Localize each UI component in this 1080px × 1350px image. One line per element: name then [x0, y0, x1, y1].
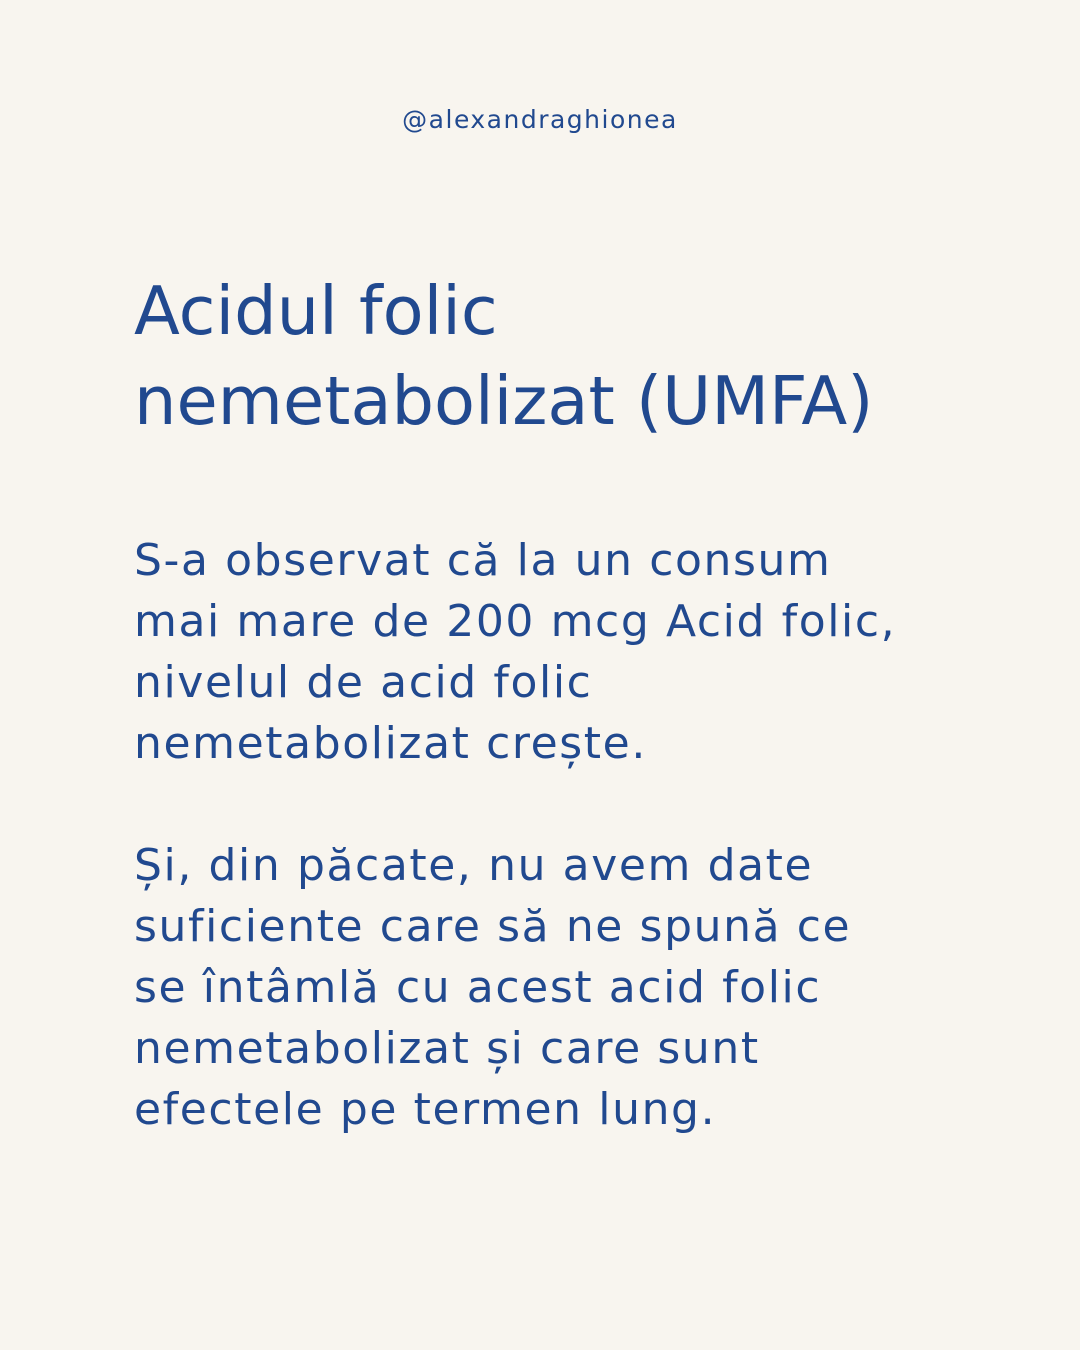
paragraph-2	[134, 835, 1014, 1140]
paragraph-line: mai mare de 200 mcg Acid folic,	[134, 596, 897, 647]
paragraph-line: nemetabolizat crește.	[134, 718, 647, 769]
paragraph-line: S-a observat că la un consum	[134, 535, 832, 586]
paragraph-line: nivelul de acid folic	[134, 657, 593, 708]
paragraph-line: suficiente care să ne spună ce	[134, 901, 852, 952]
paragraph-1	[134, 530, 1014, 774]
paragraph-line: se întâmlă cu acest acid folic	[134, 962, 822, 1013]
title-line: Acidul folic	[134, 272, 498, 350]
title-line: nemetabolizat (UMFA)	[134, 362, 874, 440]
paragraph-line: efectele pe termen lung.	[134, 1084, 717, 1135]
page-title	[134, 266, 1034, 446]
author-handle: @alexandraghionea	[402, 105, 678, 134]
paragraph-line: Și, din păcate, nu avem date	[134, 840, 814, 891]
paragraph-line: nemetabolizat și care sunt	[134, 1023, 760, 1074]
